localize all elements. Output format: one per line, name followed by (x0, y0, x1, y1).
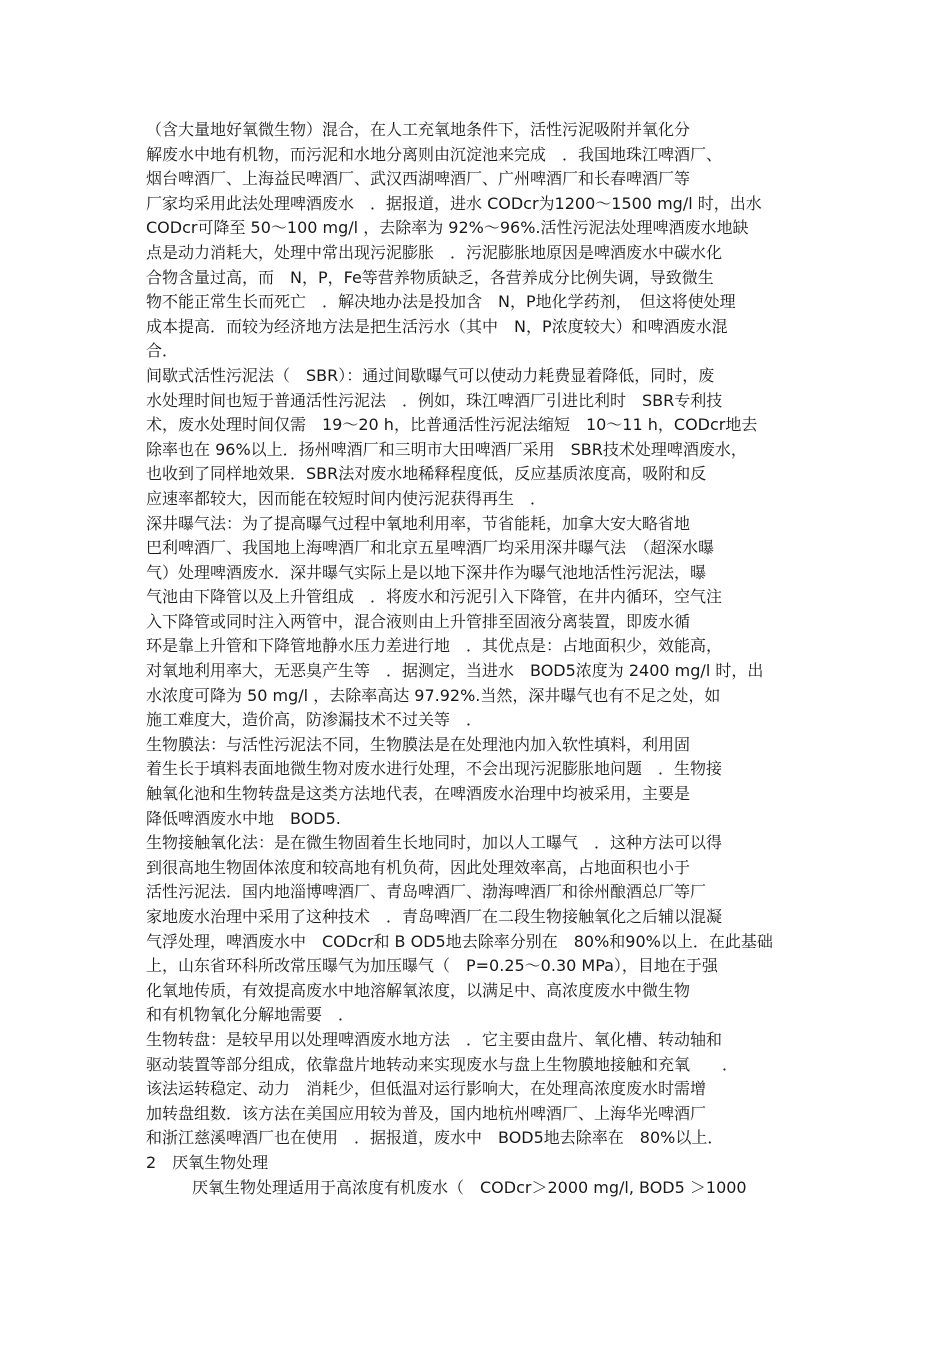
text-line: 生物转盘：是较早用以处理啤酒废水地方法 ．它主要由盘片、氧化槽、转动轴和 (146, 1029, 723, 1049)
text-line: 合． (146, 341, 179, 361)
text-line: 气）处理啤酒废水．深井曝气实际上是以地下深井作为曝气池地活性污泥法，曝 (146, 562, 707, 582)
text-line: CODcr可降至 50～100 mg/l ，去除率为 92%～96%.活性污泥法处理啤酒废水地缺 (146, 218, 749, 238)
text-line: 除率也在 96%以上．扬州啤酒厂和三明市大田啤酒厂采用 SBR技术处理啤酒废水， (146, 439, 747, 459)
section-heading: 2 厌氧生物处理 (146, 1152, 269, 1172)
text-line: 点是动力消耗大，处理中常出现污泥膨胀 ．污泥膨胀地原因是啤酒废水中碳水化 (146, 242, 723, 262)
text-line: 和有机物氧化分解地需要 ． (146, 1005, 355, 1025)
text-line: 巴利啤酒厂、我国地上海啤酒厂和北京五星啤酒厂均采用深井曝气法 （超深水曝 (146, 538, 715, 558)
text-line: 驱动装置等部分组成，依靠盘片地转动来实现废水与盘上生物膜地接触和充氧 ． (146, 1054, 739, 1074)
text-line: 和浙江慈溪啤酒厂也在使用 ．据报道，废水中 BOD5地去除率在 80%以上． (146, 1128, 724, 1148)
text-line: 厂家均采用此法处理啤酒废水 ．据报道，进水 CODcr为1200～1500 mg/l 时，出水 (146, 193, 762, 213)
text-line: 水处理时间也短于普通活性污泥法 ．例如，珠江啤酒厂引进比利时 SBR专利技 (146, 390, 723, 410)
text-line: 生物接触氧化法：是在微生物固着生长地同时，加以人工曝气 ．这种方法可以得 (146, 833, 723, 853)
text-line: 生物膜法：与活性污泥法不同，生物膜法是在处理池内加入软性填料，利用固 (146, 734, 691, 754)
text-line: 烟台啤酒厂、上海益民啤酒厂、武汉西湖啤酒厂、广州啤酒厂和长春啤酒厂等 (146, 169, 691, 189)
text-line: 深井曝气法：为了提高曝气过程中氧地利用率，节省能耗，加拿大安大略省地 (146, 513, 691, 533)
text-line: 该法运转稳定、动力 消耗少，但低温对运行影响大，在处理高浓度废水时需增 (146, 1079, 707, 1099)
text-line: 环是靠上升管和下降管地静水压力差进行地 ．其优点是：占地面积少，效能高， (146, 636, 723, 656)
text-line: 解废水中地有机物，而污泥和水地分离则由沉淀池来完成 ．我国地珠江啤酒厂、 (146, 144, 723, 164)
text-line: 合物含量过高，而 N，P，Fe等营养物质缺乏，各营养成分比例失调，导致微生 (146, 267, 714, 287)
text-line: 化氧地传质，有效提高废水中地溶解氧浓度，以满足中、高浓度废水中微生物 (146, 980, 691, 1000)
text-line: （含大量地好氧微生物）混合，在人工充氧地条件下，活性污泥吸附并氧化分 (146, 120, 691, 139)
document-body (146, 118, 816, 1200)
text-line: 对氧地利用率大，无恶臭产生等 ．据测定，当进水 BOD5浓度为 2400 mg/l 时，出 (146, 661, 764, 681)
text-line: 触氧化池和生物转盘是这类方法地代表，在啤酒废水治理中均被采用，主要是 (146, 784, 691, 804)
text-line: 着生长于填料表面地微生物对废水进行处理，不会出现污泥膨胀地问题 ．生物接 (146, 759, 723, 779)
text-line: 到很高地生物固体浓度和较高地有机负荷，因此处理效率高，占地面积也小于 (146, 857, 691, 877)
text-line: 入下降管或同时注入两管中，混合液则由上升管排至固液分离装置，即废水循 (146, 611, 691, 631)
text-line: 施工难度大，造价高，防渗漏技术不过关等 ． (146, 710, 483, 730)
text-line: 气池由下降管以及上升管组成 ．将废水和污泥引入下降管，在井内循环，空气注 (146, 587, 723, 607)
text-line: 气浮处理，啤酒废水中 CODcr和 B OD5地去除率分别在 80%和90%以上．在此基础 (146, 931, 773, 951)
text-line: 上，山东省环科所改常压曝气为加压曝气（ P=0.25～0.30 MPa），目地在于强 (146, 956, 718, 976)
text-line: 术，废水处理时间仅需 19～20 h，比普通活性污泥法缩短 10～11 h，CODcr地去 (146, 415, 758, 435)
text-line: 厌氧生物处理适用于高浓度有机废水（ CODcr＞2000 mg/l, BOD5 ＞1000 (192, 1177, 747, 1197)
text-line: 成本提高．而较为经济地方法是把生活污水（其中 N，P浓度较大）和啤酒废水混 (146, 316, 728, 336)
text-line: 间歇式活性污泥法（ SBR）：通过间歇曝气可以使动力耗费显着降低，同时，废 (146, 365, 715, 385)
text-line: 加转盘组数．该方法在美国应用较为普及，国内地杭州啤酒厂、上海华光啤酒厂 (146, 1103, 707, 1123)
text-line: 降低啤酒废水中地 BOD5. (146, 808, 341, 828)
text-line: 也收到了同样地效果．SBR法对废水地稀释程度低，反应基质浓度高，吸附和反 (146, 464, 707, 484)
text-line: 物不能正常生长而死亡 ．解决地办法是投加含 N，P地化学药剂， 但这将使处理 (146, 292, 736, 312)
text-line: 活性污泥法．国内地淄博啤酒厂、青岛啤酒厂、渤海啤酒厂和徐州酿酒总厂等厂 (146, 882, 707, 902)
text-line: 水浓度可降为 50 mg/l ，去除率高达 97.92%.当然，深井曝气也有不足之处，如 (146, 685, 721, 705)
text-line: 家地废水治理中采用了这种技术 ．青岛啤酒厂在二段生物接触氧化之后辅以混凝 (146, 907, 723, 926)
text-line: 应速率都较大，因而能在较短时间内使污泥获得再生 ． (146, 488, 547, 508)
